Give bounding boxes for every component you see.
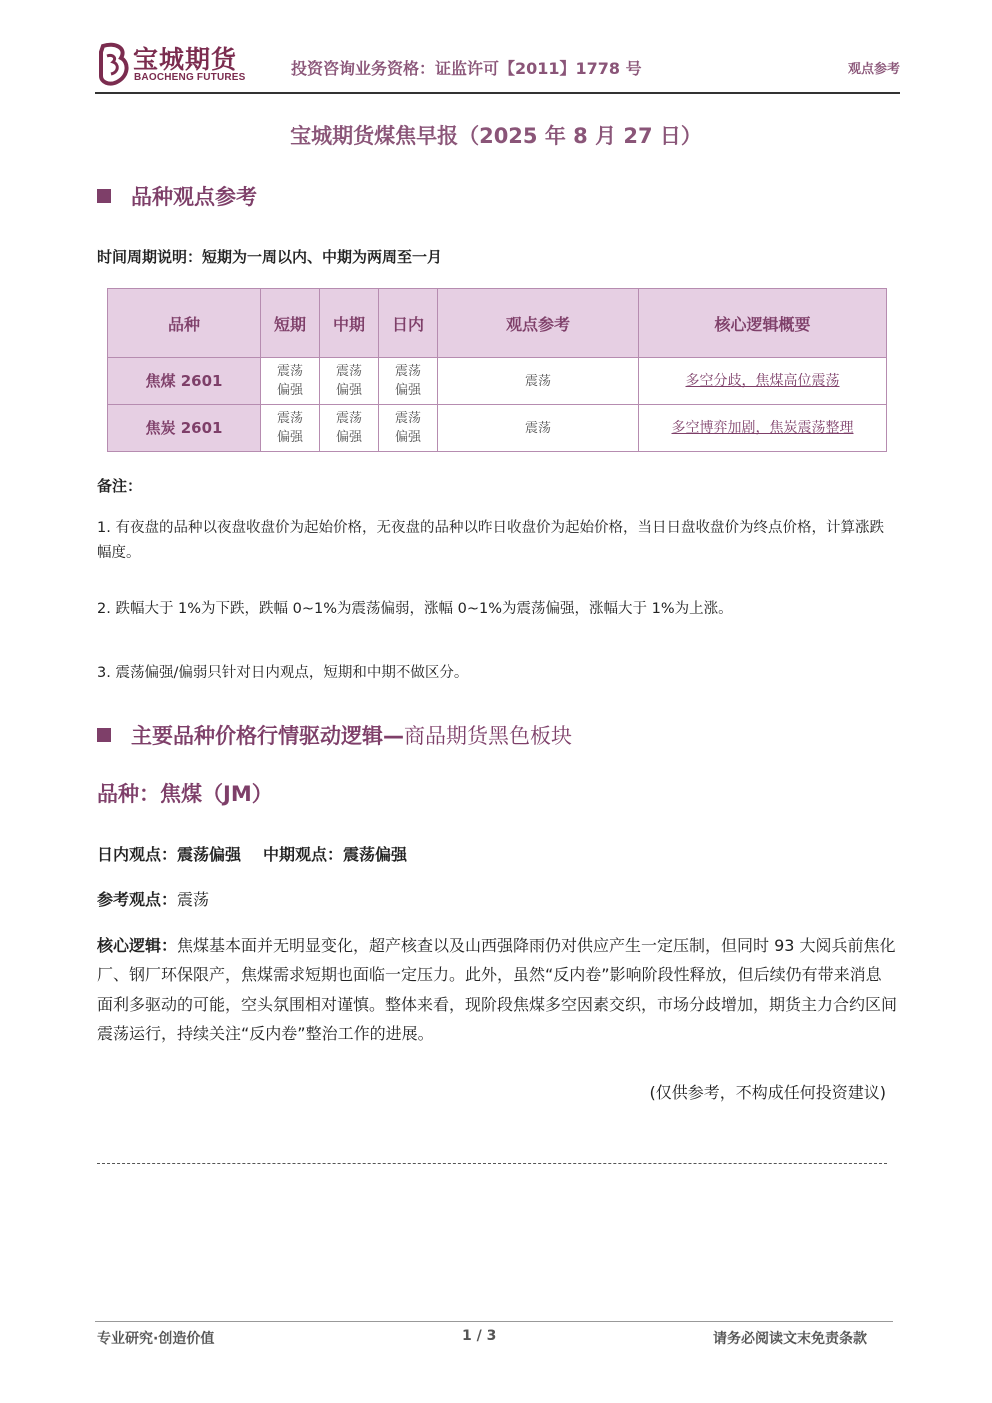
column-header: 品种 xyxy=(108,289,261,358)
cell-line: 偏强 xyxy=(394,383,421,398)
reference-view xyxy=(97,887,209,910)
section-heading-views xyxy=(97,181,257,211)
mid-term-cell xyxy=(320,358,379,405)
dashed-divider xyxy=(97,1163,887,1164)
square-bullet-icon xyxy=(97,728,111,742)
cell-line: 震荡 xyxy=(276,364,303,379)
variety-cell: 焦炭 2601 xyxy=(108,405,261,452)
view-line xyxy=(97,842,407,865)
report-title: 宝城期货煤焦早报（2025 年 8 月 27 日） xyxy=(290,124,702,148)
section-heading-text: 品种观点参考 xyxy=(131,185,257,209)
logo-chinese-name: 宝城期货 xyxy=(133,45,238,74)
intraday-cell xyxy=(379,405,438,452)
core-logic-label: 核心逻辑： xyxy=(97,936,178,955)
cell-line: 震荡 xyxy=(276,411,303,426)
cell-line: 偏强 xyxy=(276,430,303,445)
square-bullet-icon xyxy=(97,189,111,203)
company-logo xyxy=(95,40,245,88)
section-heading-subtext: 商品期货黑色板块 xyxy=(404,724,572,748)
view-cell: 震荡 xyxy=(438,405,639,452)
view-cell: 震荡 xyxy=(438,358,639,405)
logic-summary-link[interactable]: 多空分歧，焦煤高位震荡 xyxy=(639,358,887,405)
page-number: 1 / 3 xyxy=(462,1328,497,1344)
cell-line: 震荡 xyxy=(394,411,421,426)
column-header: 日内 xyxy=(379,289,438,358)
column-header: 中期 xyxy=(320,289,379,358)
page-header xyxy=(95,38,900,94)
core-logic-paragraph xyxy=(97,931,897,1048)
footer-disclaimer-notice: 请务必阅读文末免责条款 xyxy=(713,1331,867,1347)
note-item: 2. 跌幅大于 1%为下跌，跌幅 0~1%为震荡偏弱，涨幅 0~1%为震荡偏强，涨幅大于 1%为上涨。 xyxy=(97,601,733,617)
period-note: 时间周期说明：短期为一周以内、中期为两周至一月 xyxy=(97,248,443,266)
logo-mark-icon xyxy=(95,42,131,86)
reference-value: 震荡 xyxy=(177,890,210,909)
section-heading-text: 主要品种价格行情驱动逻辑— xyxy=(131,724,404,748)
footer-divider xyxy=(95,1321,893,1322)
cell-line: 偏强 xyxy=(335,383,362,398)
cell-line: 偏强 xyxy=(335,430,362,445)
intraday-view: 日内观点：震荡偏强 xyxy=(97,845,242,864)
column-header: 短期 xyxy=(261,289,320,358)
cell-line: 震荡 xyxy=(335,364,362,379)
variety-heading: 品种：焦煤（JM） xyxy=(97,782,273,806)
short-term-cell xyxy=(261,405,320,452)
intraday-cell xyxy=(379,358,438,405)
section-heading-drivers xyxy=(97,720,572,750)
footer-slogan: 专业研究·创造价值 xyxy=(97,1331,215,1347)
note-item: 1. 有夜盘的品种以夜盘收盘价为起始价格，无夜盘的品种以昨日收盘价为起始价格，当日日盘收盘价为终点价格，计算涨跌幅度。 xyxy=(97,520,884,561)
table-row xyxy=(108,358,887,405)
logic-summary-link[interactable]: 多空博弈加剧，焦炭震荡整理 xyxy=(639,405,887,452)
mid-term-view: 中期观点：震荡偏强 xyxy=(263,845,408,864)
disclaimer: (仅供参考，不构成任何投资建议) xyxy=(649,1083,886,1102)
mid-term-cell xyxy=(320,405,379,452)
note-item: 3. 震荡偏强/偏弱只针对日内观点，短期和中期不做区分。 xyxy=(97,665,469,681)
table-row xyxy=(108,405,887,452)
column-header: 观点参考 xyxy=(438,289,639,358)
logo-english-name: BAOCHENG FUTURES xyxy=(134,72,246,83)
notes-title: 备注： xyxy=(97,477,143,495)
table-header-row xyxy=(108,289,887,358)
cell-line: 震荡 xyxy=(335,411,362,426)
core-logic-text: 焦煤基本面并无明显变化，超产核查以及山西强降雨仍对供应产生一定压制，但同时 93 大阅兵前焦化厂、钢厂环保限产，焦煤需求短期也面临一定压力。此外，虽然“反内卷”影响阶段性释放，但后续仍有带来消息面利多驱动的可能，空头氛围相对谨慎。整体来看，现阶段焦煤多空因素交织，市场分歧增加，期货主力合约区间震荡运行，持续关注“反内卷”整治工作的进展。 xyxy=(97,936,898,1043)
reference-label: 参考观点： xyxy=(97,890,178,909)
views-table xyxy=(107,288,887,452)
cell-line: 偏强 xyxy=(394,430,421,445)
license-text: 投资咨询业务资格：证监许可【2011】1778 号 xyxy=(291,59,642,78)
short-term-cell xyxy=(261,358,320,405)
variety-cell: 焦煤 2601 xyxy=(108,358,261,405)
column-header: 核心逻辑概要 xyxy=(639,289,887,358)
cell-line: 偏强 xyxy=(276,383,303,398)
header-category-label: 观点参考 xyxy=(847,62,900,77)
cell-line: 震荡 xyxy=(394,364,421,379)
